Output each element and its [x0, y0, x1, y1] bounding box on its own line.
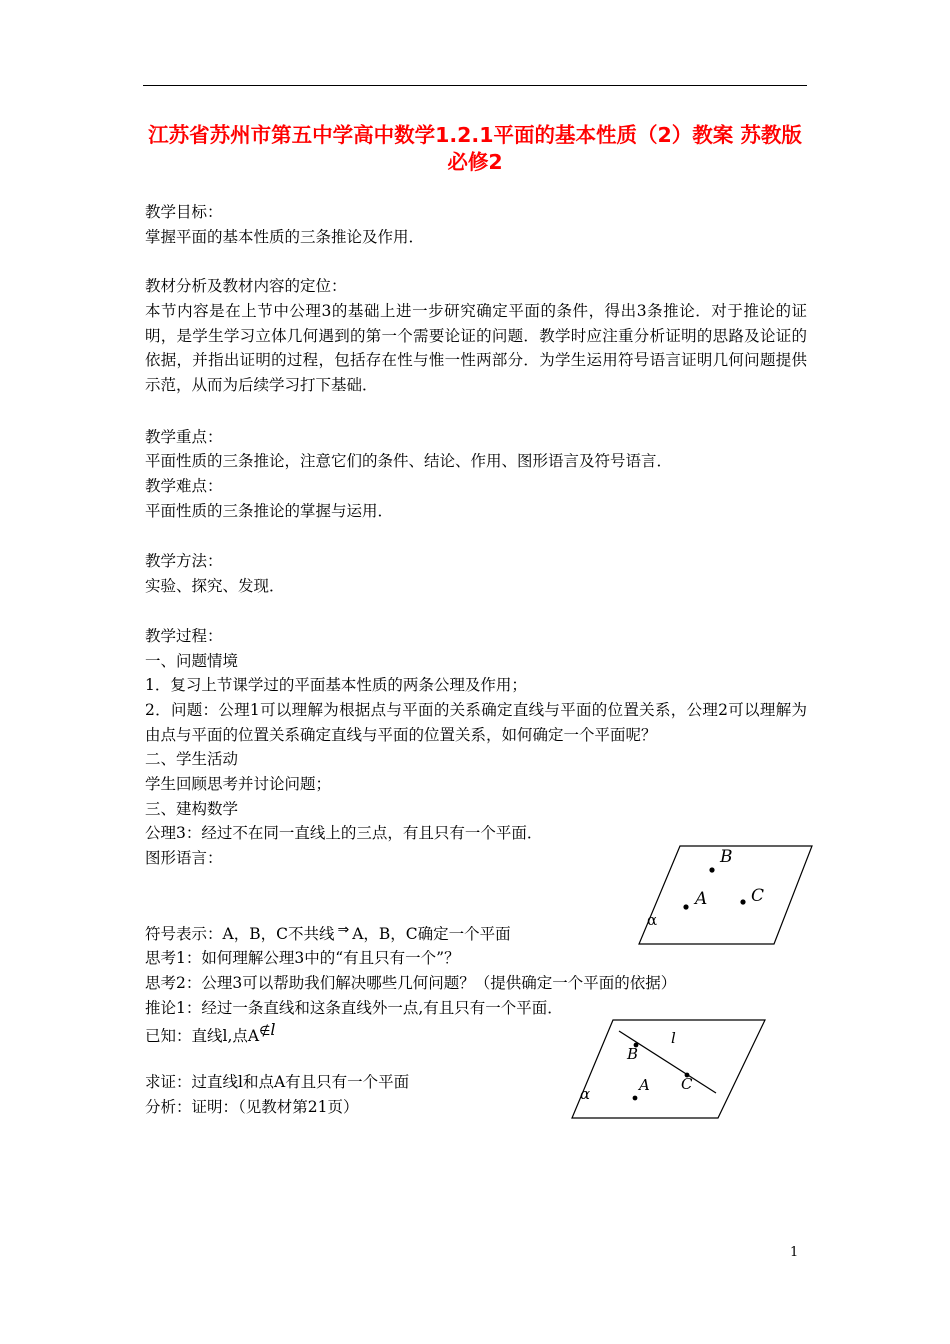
implies-symbol: ⇒ — [337, 922, 350, 938]
figure-line-and-point — [569, 1017, 769, 1121]
point-a-label-2: A — [639, 1076, 650, 1094]
methods-text: 实验、探究、发现． — [145, 577, 285, 595]
symbol-suffix: A，B，C确定一个平面 — [352, 925, 511, 943]
section-construct-math: 三、建构数学 — [145, 800, 239, 818]
graphic-language-label: 图形语言： — [145, 849, 223, 867]
header-rule — [143, 85, 807, 86]
given-prefix: 已知：直线l,点A — [145, 1027, 260, 1045]
think-1: 思考1：如何理解公理3中的“有且只有一个”？ — [145, 949, 460, 967]
think-2: 思考2：公理3可以帮助我们解决哪些几何问题？（提供确定一个平面的依据） — [145, 974, 677, 992]
process-heading: 教学过程： — [145, 627, 223, 645]
prove-statement: 求证：过直线l和点A有且只有一个平面 — [145, 1073, 410, 1091]
difficulties-heading: 教学难点： — [145, 477, 223, 495]
analysis-heading: 教材分析及教材内容的定位： — [145, 277, 347, 295]
axiom-3: 公理3：经过不在同一直线上的三点，有且只有一个平面． — [145, 824, 543, 842]
point-b-dot — [709, 867, 714, 872]
key-points-text: 平面性质的三条推论，注意它们的条件、结论、作用、图形语言及符号语言． — [145, 452, 673, 470]
point-a-dot — [683, 904, 688, 909]
given-statement — [145, 1020, 276, 1049]
point-c-label: C — [751, 886, 765, 906]
point-a-label: A — [695, 889, 708, 909]
objectives-heading: 教学目标： — [145, 203, 223, 221]
student-activity-text: 学生回顾思考并讨论问题； — [145, 775, 332, 793]
symbol-prefix: 符号表示：A，B，C不共线 — [145, 925, 335, 943]
line-l-label: l — [671, 1029, 676, 1047]
given-line-symbol: l — [270, 1020, 276, 1039]
plane-alpha-label: α — [647, 911, 658, 929]
point-b-label-2: B — [627, 1045, 639, 1063]
objectives-text: 掌握平面的基本性质的三条推论及作用． — [145, 228, 425, 246]
key-points-heading: 教学重点： — [145, 428, 223, 446]
corollary-1: 推论1：经过一条直线和这条直线外一点,有且只有一个平面． — [145, 999, 563, 1017]
page-number: 1 — [790, 1245, 799, 1260]
point-c-dot — [740, 899, 745, 904]
methods-heading: 教学方法： — [145, 552, 223, 570]
plane-parallelogram-2 — [572, 1020, 765, 1118]
process-item-2: 2．问题：公理1可以理解为根据点与平面的关系确定直线与平面的位置关系，公理2可以理解为由点与平面的位置关系确定直线与平面的位置关系，如何确定一个平面呢？ — [145, 701, 807, 744]
section-problem-context: 一、问题情境 — [145, 652, 239, 670]
point-c-label-2: C — [681, 1075, 693, 1093]
analysis-text: 本节内容是在上节中公理3的基础上进一步研究确定平面的条件，得出3条推论．对于推论的证明，是学生学习立体几何遇到的第一个需要论证的问题．教学时应注重分析证明的思路及论证的依据，并指出证明的过程，包括存在性与惟一性两部分．为学生运用符号语言证明几何问题提供示范，从而为后续学习打下基础． — [145, 302, 807, 395]
document-title: 江苏省苏州市第五中学高中数学1.2.1平面的基本性质（2）教案 苏教版必修2 — [148, 123, 802, 174]
symbol-expression — [145, 923, 511, 946]
point-b-label: B — [720, 847, 733, 867]
analysis-proof-line: 分析：证明：（见教材第21页） — [145, 1098, 359, 1116]
process-item-1: 1．复习上节课学过的平面基本性质的两条公理及作用； — [145, 676, 527, 694]
point-a-dot-2 — [633, 1096, 638, 1101]
difficulties-text: 平面性质的三条推论的掌握与运用． — [145, 502, 394, 520]
figure-plane-three-points — [636, 843, 816, 947]
not-in-symbol: ∉ — [259, 1024, 271, 1039]
plane-alpha-label-2: α — [580, 1085, 591, 1103]
section-student-activity: 二、学生活动 — [145, 750, 239, 768]
